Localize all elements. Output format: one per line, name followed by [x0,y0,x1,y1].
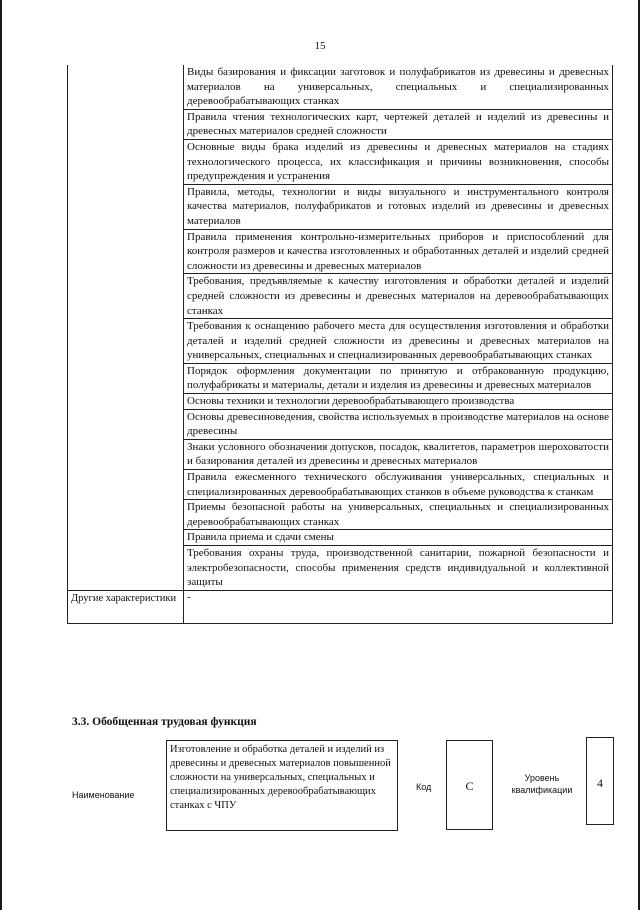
knowledge-item: Основы древесиноведения, свойства используемых в производстве материалов на основе древесины [184,409,612,439]
knowledge-item: Правила ежесменного технического обслуживания универсальных, специальных и специализированных деревообрабатывающих станков в объеме руководства к станкам [184,469,612,499]
code-label: Код [416,782,432,792]
other-characteristics-value: - [187,590,191,603]
knowledge-item: Правила применения контрольно-измерительных приборов и приспособлений для контроля размеров и качества изготовленных и обработанных деталей и изделий средней сложности из древесины и древесных материалов [184,229,612,274]
code-box: C [446,740,493,830]
knowledge-item: Требования к оснащению рабочего места для осуществления изготовления и обработки деталей и изделий средней сложности из древесины и древесных материалов на универсальных, специальных и специализированных деревообрабатывающих станках [184,318,612,363]
name-label: Наименование [72,790,135,800]
knowledge-row [68,65,612,590]
knowledge-item: Правила приема и сдачи смены [184,529,612,545]
other-characteristics-label: Другие характеристики [68,591,184,623]
knowledge-item: Правила чтения технологических карт, чертежей деталей и изделий из древесины и древесных материалов средней сложности [184,109,612,139]
level-label: Уровень квалификации [511,773,573,795]
knowledge-items [184,65,612,590]
knowledge-item: Приемы безопасной работы на универсальных, специальных и специализированных деревообрабатывающих станках [184,499,612,529]
knowledge-item: Порядок оформления документации по принятую и отбракованную продукцию, полуфабрикаты и материалы, детали и изделия из древесины и древесных материалов [184,363,612,393]
section-title: 3.3. Обобщенная трудовая функция [72,716,257,728]
knowledge-item: Виды базирования и фиксации заготовок и полуфабрикатов из древесины и древесных материалов на универсальных, специальных и специализированных деревообрабатывающих станках [187,66,609,108]
knowledge-item: Правила, методы, технологии и виды визуального и инструментального контроля качества материалов, полуфабрикатов и готовых изделий из древесины и древесных материалов [184,184,612,229]
knowledge-item: Требования охраны труда, производственной санитарии, пожарной безопасности и электробезопасности, способы применения средств индивидуальной и коллективной защиты [184,545,612,590]
knowledge-item: Требования, предъявляемые к качеству изготовления и обработки деталей и изделий средней сложности из древесины и древесных материалов на деревообрабатывающих станках [184,273,612,318]
scan-edge-left [0,0,2,910]
knowledge-table [67,65,613,624]
level-box: 4 [586,737,614,825]
knowledge-item: Знаки условного обозначения допусков, посадок, квалитетов, параметров шероховатости и базирования деталей из древесины и древесных материалов [184,439,612,469]
page-number: 15 [314,40,326,52]
knowledge-item: Основы техники и технологии деревообрабатывающего производства [184,393,612,409]
knowledge-item: Основные виды брака изделий из древесины и древесных материалов на стадиях технологического процесса, их классификация и причины возникновения, способы предупреждения и устранения [184,139,612,184]
knowledge-label-cell [68,65,184,590]
other-characteristics-row [68,590,612,623]
function-name-box: Изготовление и обработка деталей и изделий из древесины и древесных материалов повышенной сложности на универсальных, специальных и специализированных деревообрабатывающих станках с ЧПУ [166,740,398,831]
